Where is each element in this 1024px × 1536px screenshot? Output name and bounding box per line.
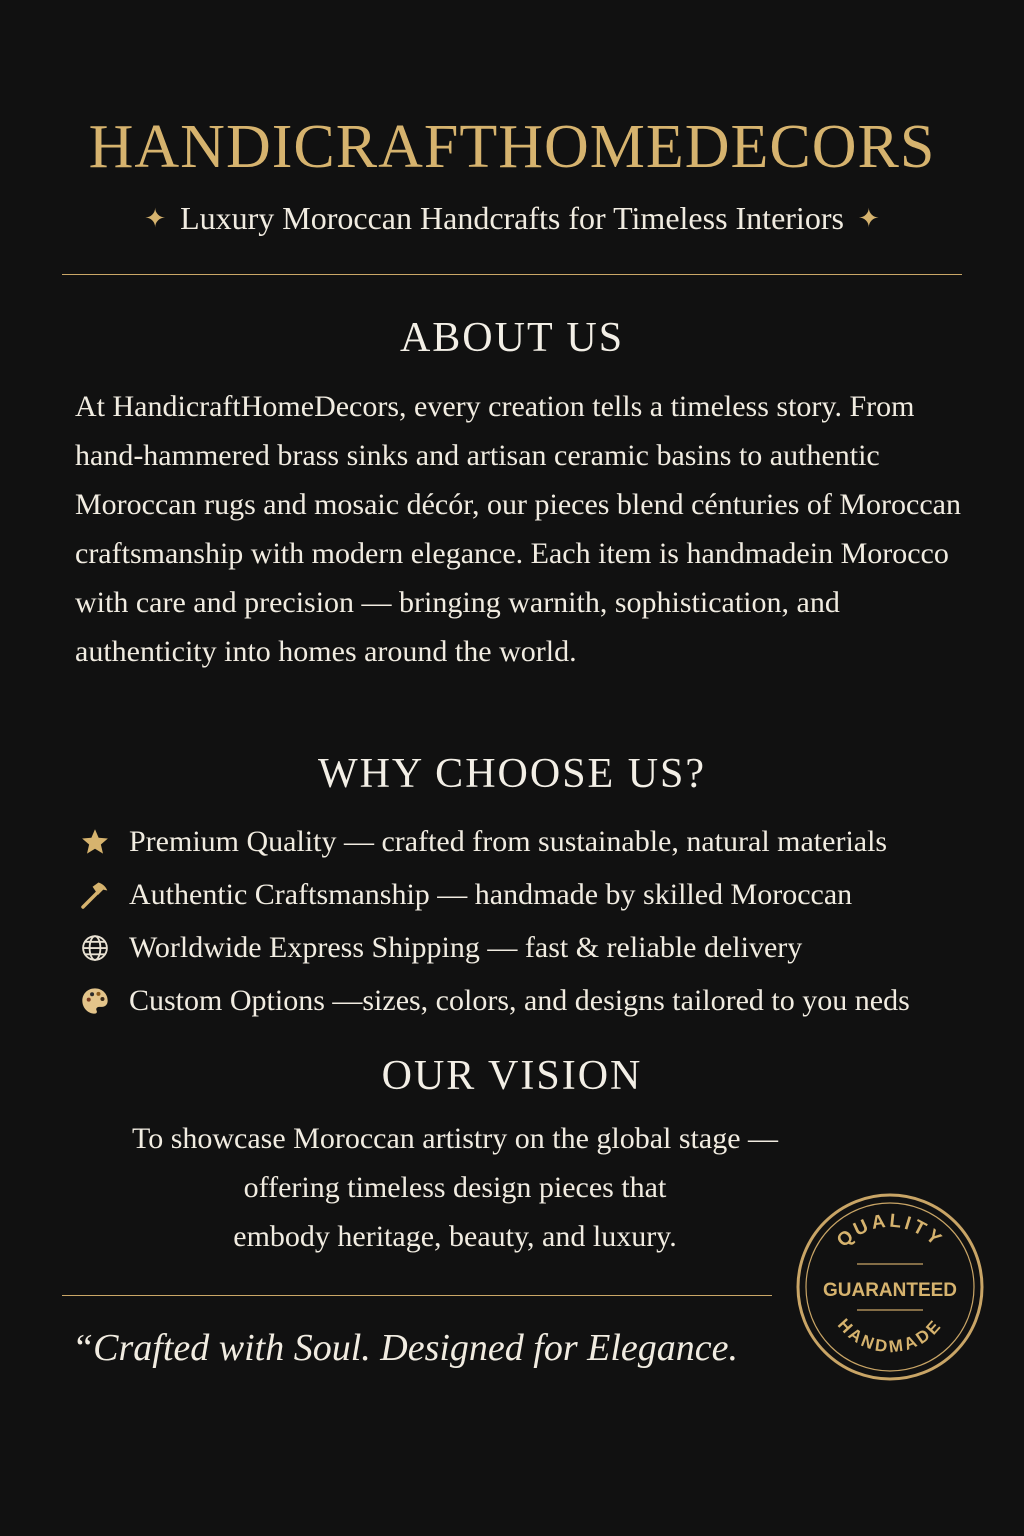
divider: [62, 1295, 772, 1296]
svg-text:QUALITY: [833, 1211, 947, 1252]
about-body: At HandicraftHomeDecors, every creation tells a timeless story. From hand-hammered brass sinks and artisan ceramic basins to authentic Moroccan rugs and mosaic décór, our pieces blend cénturies of Moroccan craftsmanship with modern elegance. Each item is handmadein Morocco with care and precision — bringing warnith, sophistication, and authenticity into homes around the world.: [75, 390, 961, 668]
seal-bottom-text: HANDMADE: [833, 1315, 947, 1357]
list-item: [75, 868, 1005, 921]
seal-top-text: QUALITY: [833, 1210, 948, 1252]
feature-text: Custom Options —sizes, colors, and designs tailored to you neds: [129, 983, 910, 1017]
quality-seal: [795, 1192, 985, 1382]
feature-text: Premium Quality — crafted from sustainable, natural materials: [129, 824, 888, 858]
feature-text: Worldwide Express Shipping — fast & reliable delivery: [129, 930, 803, 964]
feature-text: Authentic Craftsmanship — handmade by skilled Moroccan: [129, 877, 853, 911]
hammer-icon: [75, 875, 115, 915]
about-heading: ABOUT US: [399, 315, 625, 361]
palette-icon: [75, 981, 115, 1021]
vision-heading: OUR VISION: [381, 1053, 643, 1099]
brand-quote: “Crafted with Soul. Designed for Elegance.: [72, 1327, 739, 1369]
sparkle-icon: ✦: [144, 204, 167, 233]
svg-text:HANDMADE: [834, 1315, 946, 1356]
list-item: [75, 921, 1005, 974]
brand-title: HANDICRAFTHOMEDECORS: [88, 113, 936, 181]
why-heading: WHY CHOOSE US?: [317, 751, 707, 797]
list-item: [75, 815, 1005, 868]
star-icon: [75, 822, 115, 862]
vision-line: embody heritage, beauty, and luxury.: [233, 1220, 677, 1253]
vision-body: [80, 1114, 830, 1261]
features-list: [75, 815, 1005, 1027]
list-item: [75, 974, 1005, 1027]
globe-icon: [75, 928, 115, 968]
divider: [62, 274, 962, 275]
vision-line: To showcase Moroccan artistry on the global stage —: [131, 1122, 779, 1155]
tagline: [0, 200, 1024, 237]
tagline-text: Luxury Moroccan Handcrafts for Timeless Interiors: [180, 200, 844, 236]
vision-line: offering timeless design pieces that: [243, 1171, 667, 1204]
seal-middle-text: GUARANTEED: [822, 1280, 958, 1301]
sparkle-icon: ✦: [857, 204, 880, 233]
